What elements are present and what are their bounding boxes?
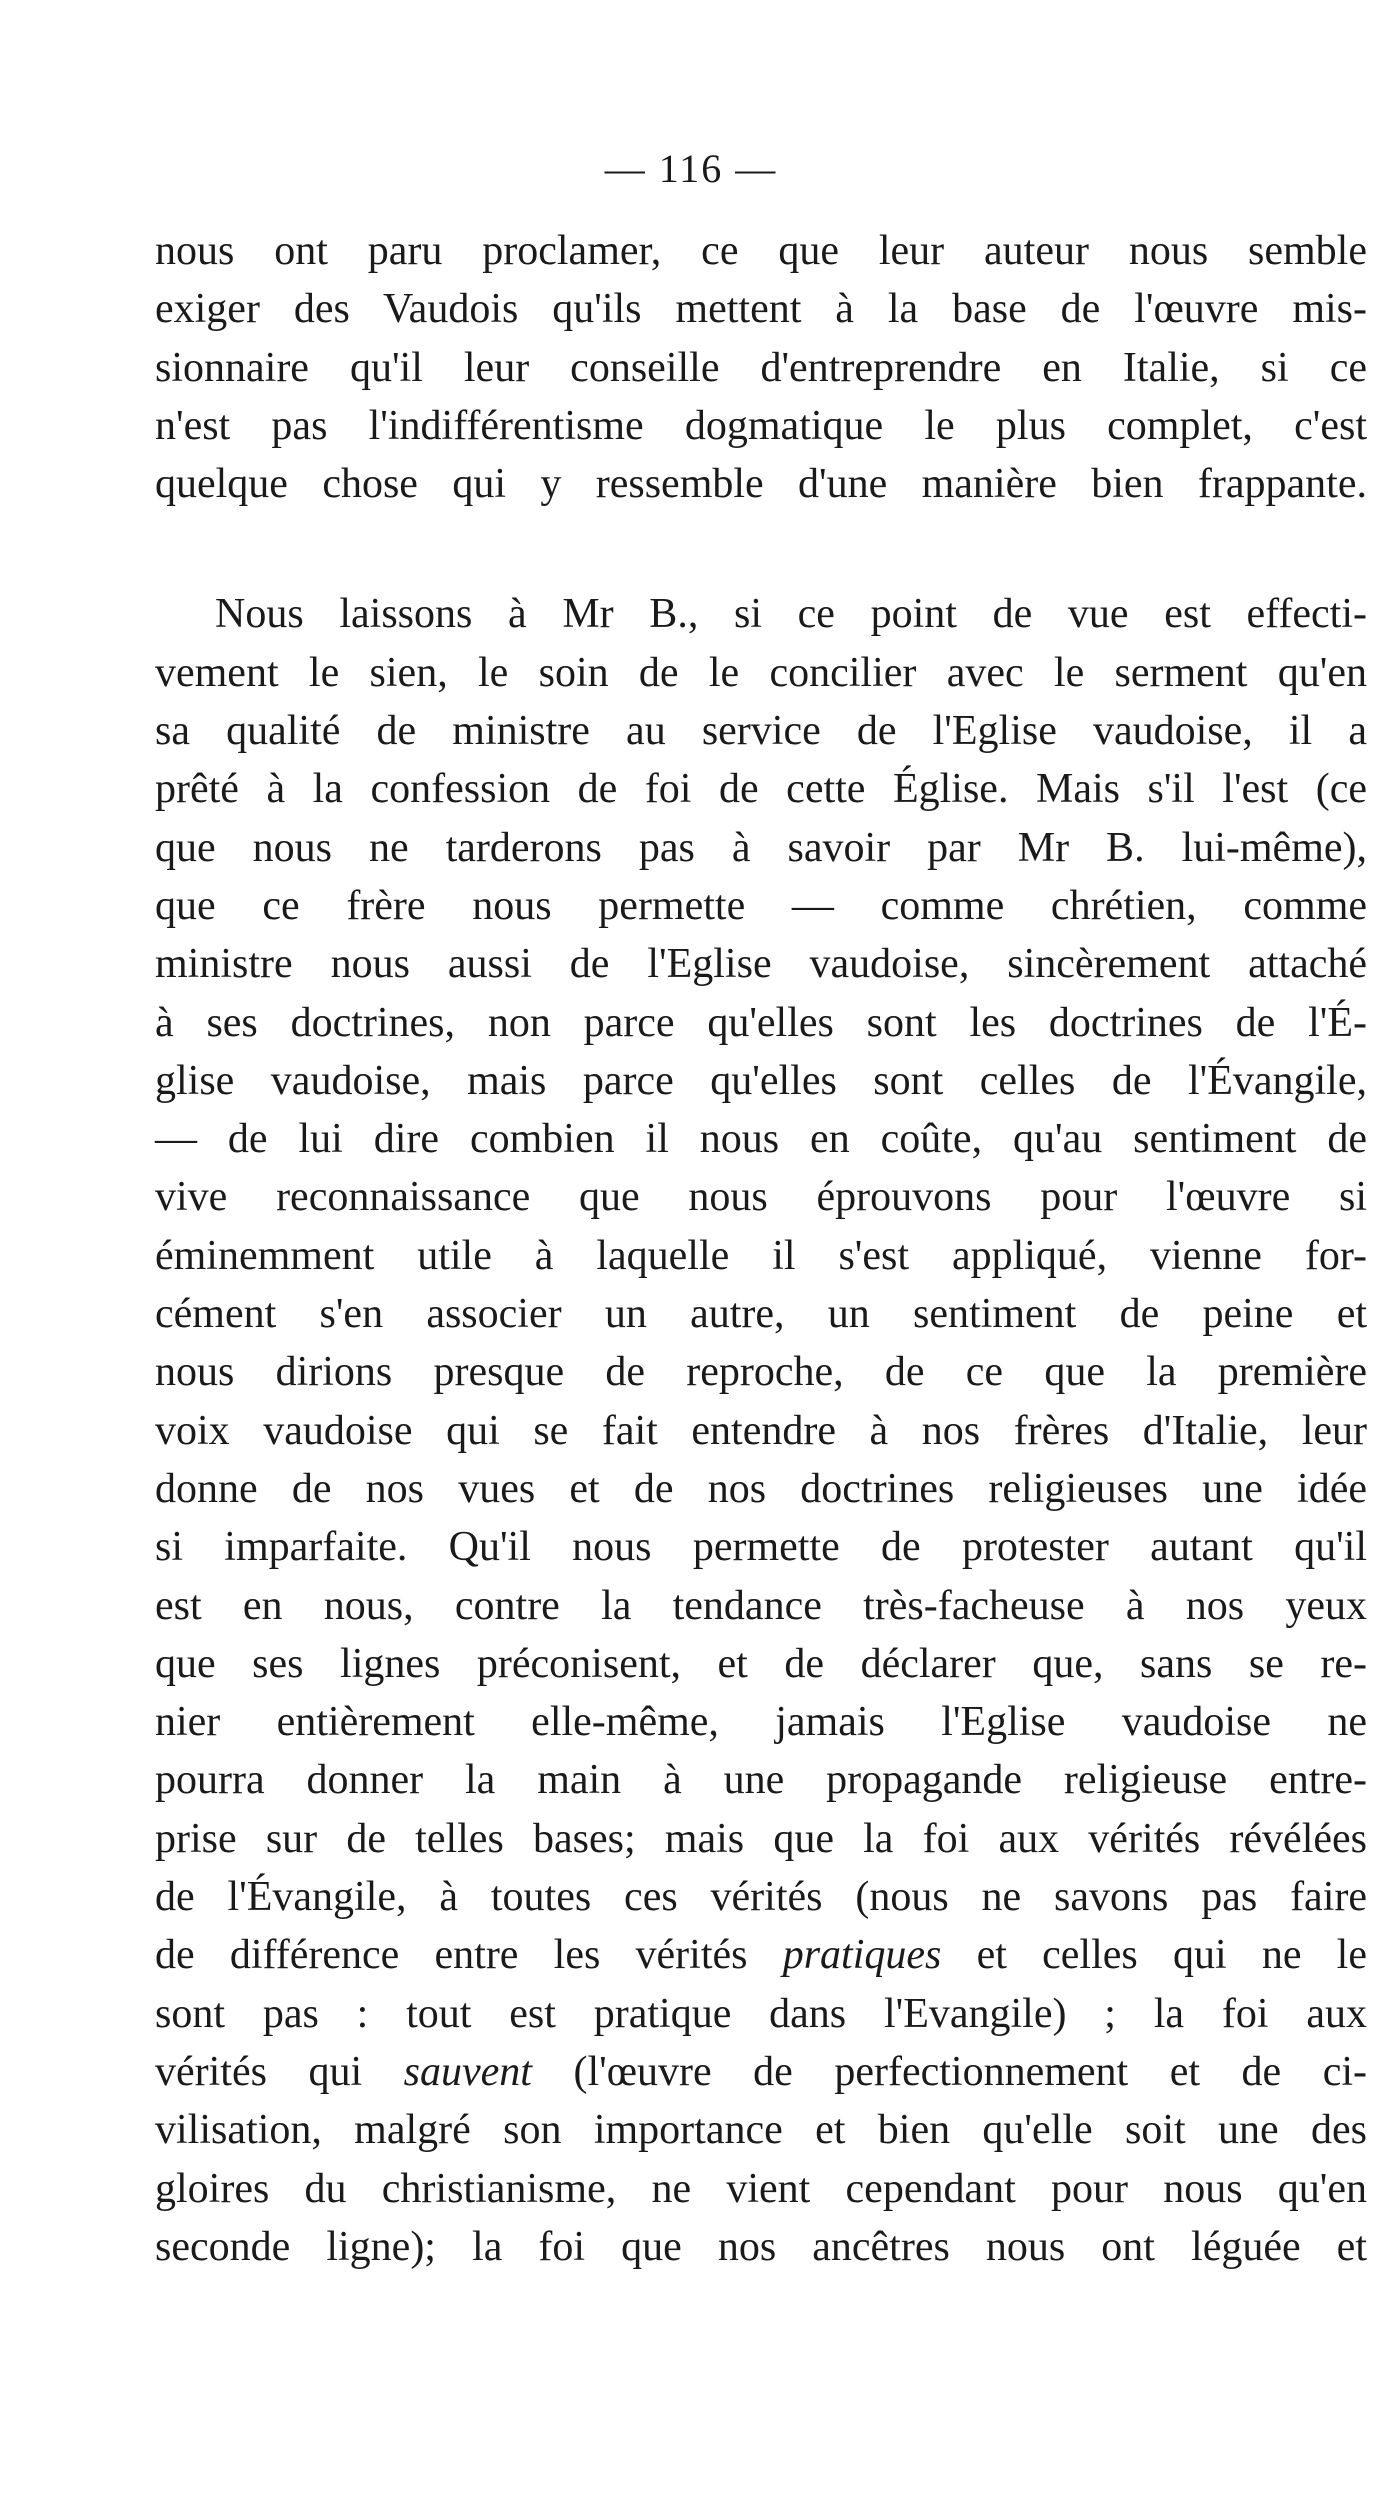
text-line: est en nous, contre la tendance très-facheuse à nos yeux <box>155 1582 1367 1629</box>
paragraph-1 <box>155 222 1367 513</box>
text-line: glise vaudoise, mais parce qu'elles sont celles de l'Évangile, <box>155 1057 1367 1104</box>
text-line: pourra donner la main à une propagande religieuse entre- <box>155 1757 1367 1804</box>
text-line: voix vaudoise qui se fait entendre à nos frères d'Italie, leur <box>155 1407 1367 1454</box>
page-number: — 116 — <box>604 146 778 191</box>
text-line: n'est pas l'indifférentisme dogmatique le plus complet, c'est <box>155 402 1367 449</box>
text-line: quelque chose qui y ressemble d'une manière bien frappante. <box>155 461 1367 508</box>
text-line-with-emphasis <box>155 1926 1367 1984</box>
text-line: seconde ligne); la foi que nos ancêtres nous ont léguée et <box>155 2223 1367 2270</box>
text-line: vive reconnaissance que nous éprouvons pour l'œuvre si <box>155 1174 1367 1221</box>
text-line: Nous laissons à Mr B., si ce point de vue est effecti- <box>215 591 1367 638</box>
text-line: exiger des Vaudois qu'ils mettent à la base de l'œuvre mis- <box>155 286 1367 333</box>
text-line: donne de nos vues et de nos doctrines religieuses une idée <box>155 1465 1367 1512</box>
text-line: que ce frère nous permette — comme chrétien, comme <box>155 882 1367 929</box>
text-segment: et celles qui ne le <box>941 1932 1367 1979</box>
text-line: nous dirions presque de reproche, de ce que la première <box>155 1349 1367 1396</box>
text-line: éminemment utile à laquelle il s'est appliqué, vienne for- <box>155 1232 1367 1279</box>
text-line: sa qualité de ministre au service de l'Eglise vaudoise, il a <box>155 708 1367 755</box>
paragraph-gap <box>155 513 1367 585</box>
text-line: cément s'en associer un autre, un sentiment de peine et <box>155 1291 1367 1338</box>
text-line: que ses lignes préconisent, et de déclarer que, sans se re- <box>155 1640 1367 1687</box>
text-line: — de lui dire combien il nous en coûte, qu'au sentiment de <box>155 1116 1367 1163</box>
text-line: ministre nous aussi de l'Eglise vaudoise, sincèrement attaché <box>155 941 1367 988</box>
text-line: vilisation, malgré son importance et bien qu'elle soit une des <box>155 2107 1367 2154</box>
text-line-with-emphasis <box>155 2043 1367 2101</box>
text-line: sont pas : tout est pratique dans l'Evangile) ; la foi aux <box>155 1990 1367 2037</box>
text-line: vement le sien, le soin de le concilier avec le serment qu'en <box>155 649 1367 696</box>
text-line: sionnaire qu'il leur conseille d'entreprendre en Italie, si ce <box>155 344 1367 391</box>
text-line: que nous ne tarderons pas à savoir par Mr B. lui-même), <box>155 824 1367 871</box>
text-segment: de différence entre les vérités <box>155 1932 783 1979</box>
text-line: prêté à la confession de foi de cette Église. Mais s'il l'est (ce <box>155 766 1367 813</box>
text-line: si imparfaite. Qu'il nous permette de protester autant qu'il <box>155 1524 1367 1571</box>
text-line: gloires du christianisme, ne vient cependant pour nous qu'en <box>155 2165 1367 2212</box>
text-line: nier entièrement elle-même, jamais l'Eglise vaudoise ne <box>155 1699 1367 1746</box>
text-segment: vérités qui <box>155 2048 404 2095</box>
text-line: nous ont paru proclamer, ce que leur auteur nous semble <box>155 228 1367 274</box>
text-segment: (l'œuvre de perfectionnement et de ci- <box>531 2048 1367 2095</box>
text-line: de l'Évangile, à toutes ces vérités (nous ne savons pas faire <box>155 1874 1367 1921</box>
text-line: à ses doctrines, non parce qu'elles sont les doctrines de l'É- <box>155 999 1367 1046</box>
emphasized-word: sauvent <box>403 2048 532 2095</box>
body-text <box>155 222 1367 2276</box>
emphasized-word: pratiques <box>782 1932 942 1979</box>
paragraph-2 <box>155 585 1367 2276</box>
text-line: prise sur de telles bases; mais que la foi aux vérités révélées <box>155 1815 1367 1862</box>
